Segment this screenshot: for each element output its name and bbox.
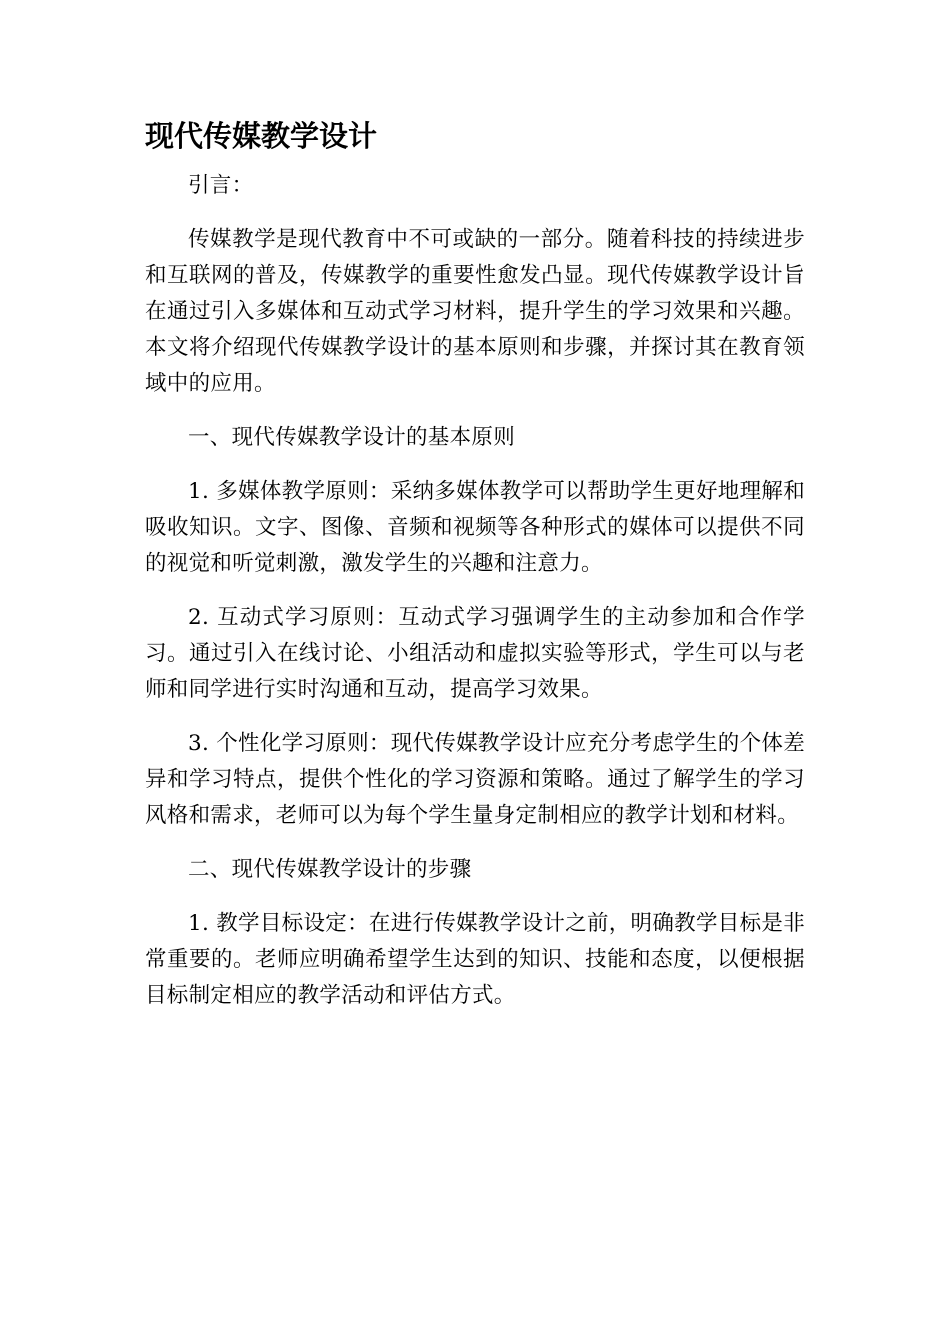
principle-item-personalized: 3. 个性化学习原则：现代传媒教学设计应充分考虑学生的个体差异和学习特点，提供个性化的学习资源和策略。通过了解学生的学习风格和需求，老师可以为每个学生量身定制相应的教学计划和材料。 bbox=[145, 731, 805, 828]
intro-label: 引言： bbox=[188, 173, 254, 198]
document-title: 现代传媒教学设计 bbox=[145, 119, 378, 153]
section-heading-principles: 一、现代传媒教学设计的基本原则 bbox=[188, 425, 516, 450]
step-item-goal-setting: 1. 教学目标设定：在进行传媒教学设计之前，明确教学目标是非常重要的。老师应明确希望学生达到的知识、技能和态度，以便根据目标制定相应的教学活动和评估方式。 bbox=[145, 911, 805, 1008]
section-heading-steps: 二、现代传媒教学设计的步骤 bbox=[188, 857, 472, 882]
intro-paragraph: 传媒教学是现代教育中不可或缺的一部分。随着科技的持续进步和互联网的普及，传媒教学的重要性愈发凸显。现代传媒教学设计旨在通过引入多媒体和互动式学习材料，提升学生的学习效果和兴趣。本文将介绍现代传媒教学设计的基本原则和步骤，并探讨其在教育领域中的应用。 bbox=[145, 227, 805, 396]
document-body bbox=[145, 168, 805, 1032]
principle-item-interactive: 2. 互动式学习原则：互动式学习强调学生的主动参加和合作学习。通过引入在线讨论、小组活动和虚拟实验等形式，学生可以与老师和同学进行实时沟通和互动，提高学习效果。 bbox=[145, 605, 805, 702]
principle-item-multimedia: 1. 多媒体教学原则：采纳多媒体教学可以帮助学生更好地理解和吸收知识。文字、图像、音频和视频等各种形式的媒体可以提供不同的视觉和听觉刺激，激发学生的兴趣和注意力。 bbox=[145, 479, 805, 576]
